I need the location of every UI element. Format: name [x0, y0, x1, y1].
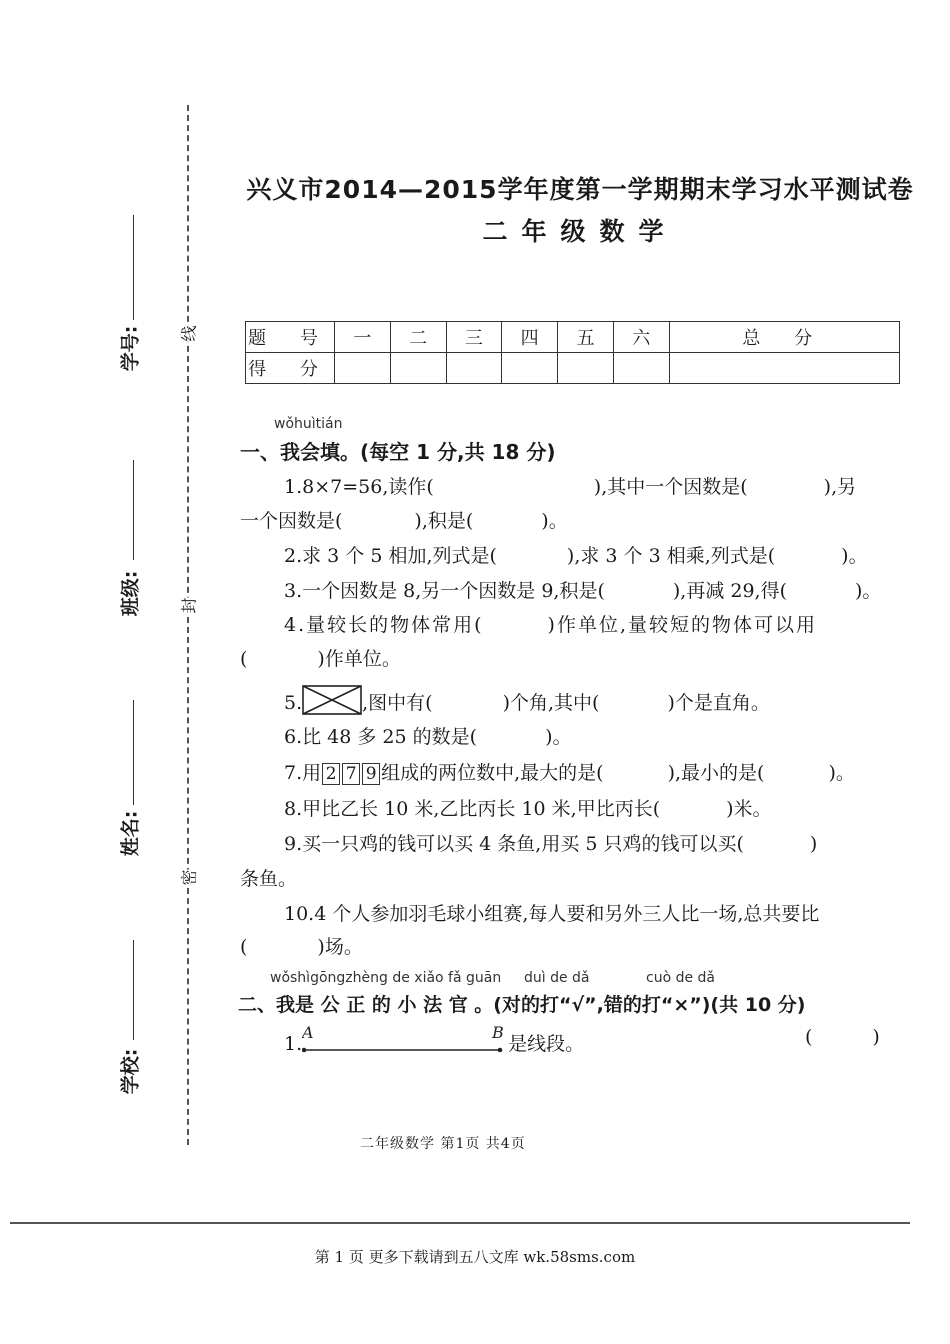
score-input-cell[interactable] — [669, 353, 899, 384]
question-5: 5. ,图中有( )个角,其中( )个是直角。 — [284, 685, 770, 715]
judge-question-1: 1. A B 是线段。 — [284, 1026, 584, 1058]
line-segment-figure — [302, 1026, 508, 1058]
section2-pinyin: cuò de dǎ — [646, 970, 716, 986]
rectangle-diagonals-figure — [302, 685, 362, 715]
page-footer: 二年级数学 第1页 共4页 — [360, 1136, 526, 1152]
digit-card: 9 — [362, 763, 380, 785]
digit-card: 7 — [342, 763, 360, 785]
question-10: 10.4 个人参加羽毛球小组赛,每人要和另外三人比一场,总共要比 — [284, 903, 820, 925]
section2-heading: 二、我是 公 正 的 小 法 官 。(对的打“√”,错的打“×”)(共 10 分) — [238, 994, 806, 1016]
point-a-label: A — [302, 1026, 314, 1042]
score-table — [245, 321, 900, 384]
section2-pinyin: wǒshìgōngzhèng de xiǎo fǎ guān — [270, 970, 502, 986]
score-input-cell[interactable] — [390, 353, 446, 384]
table-cell: 六 — [613, 322, 669, 353]
school-label: 学校: — [119, 1048, 142, 1095]
download-note: 第 1 页 更多下载请到五八文库 wk.58sms.com — [314, 1248, 636, 1266]
student-id-label: 学号: — [119, 325, 142, 372]
question-4: 4.量较长的物体常用( )作单位,量较短的物体可以用 — [284, 614, 817, 636]
class-label: 班级: — [119, 570, 142, 617]
question-2: 2.求 3 个 5 相加,列式是( ),求 3 个 3 相乘,列式是( )。 — [284, 545, 868, 567]
section1-heading: 一、我会填。(每空 1 分,共 18 分) — [240, 440, 556, 464]
class-blank — [133, 460, 134, 560]
table-cell: 四 — [502, 322, 558, 353]
name-blank — [133, 700, 134, 805]
question-7: 7.用 2 7 9 组成的两位数中,最大的是( ),最小的是( )。 — [284, 762, 855, 784]
question-10-cont: ( )场。 — [240, 936, 363, 958]
table-cell: 得 分 — [246, 353, 335, 384]
name-label: 姓名: — [119, 810, 142, 857]
score-input-cell[interactable] — [335, 353, 391, 384]
score-input-cell[interactable] — [446, 353, 502, 384]
exam-subtitle: 二年级数学 — [482, 217, 678, 246]
section2-pinyin: duì de dǎ — [524, 970, 590, 986]
question-3: 3.一个因数是 8,另一个因数是 9,积是( ),再减 29,得( )。 — [284, 580, 882, 602]
school-blank — [133, 940, 134, 1040]
score-input-cell[interactable] — [502, 353, 558, 384]
score-input-cell[interactable] — [613, 353, 669, 384]
student-id-blank — [133, 215, 134, 320]
question-1: 1.8×7=56,读作( ),其中一个因数是( ),另 — [284, 476, 857, 498]
question-4-cont: ( )作单位。 — [240, 648, 401, 670]
question-6: 6.比 48 多 25 的数是( )。 — [284, 726, 572, 748]
line-mark: 线 — [177, 325, 200, 341]
secret-mark: 密 — [177, 869, 200, 885]
bottom-divider — [10, 1222, 910, 1224]
score-table-score-row — [246, 353, 900, 384]
question-9-cont: 条鱼。 — [240, 868, 298, 890]
question-8: 8.甲比乙长 10 米,乙比丙长 10 米,甲比丙长( )米。 — [284, 798, 772, 820]
point-b-label: B — [492, 1026, 504, 1042]
table-cell: 三 — [446, 322, 502, 353]
judge-answer-bracket[interactable]: ( ) — [805, 1026, 880, 1048]
table-cell: 二 — [390, 322, 446, 353]
table-cell: 题 号 — [246, 322, 335, 353]
question-1-cont: 一个因数是( ),积是( )。 — [240, 510, 568, 532]
score-table-header-row — [246, 322, 900, 353]
exam-title: 兴义市2014—2015学年度第一学期期末学习水平测试卷 — [246, 175, 914, 204]
section1-pinyin: wǒhuìtián — [274, 416, 343, 432]
question-9: 9.买一只鸡的钱可以买 4 条鱼,用买 5 只鸡的钱可以买( ) — [284, 833, 818, 855]
table-cell: 一 — [335, 322, 391, 353]
digit-card: 2 — [322, 763, 340, 785]
score-input-cell[interactable] — [558, 353, 614, 384]
table-cell: 总 分 — [669, 322, 899, 353]
table-cell: 五 — [558, 322, 614, 353]
binding-dashed-line — [187, 105, 189, 1145]
seal-mark: 封 — [177, 597, 200, 613]
